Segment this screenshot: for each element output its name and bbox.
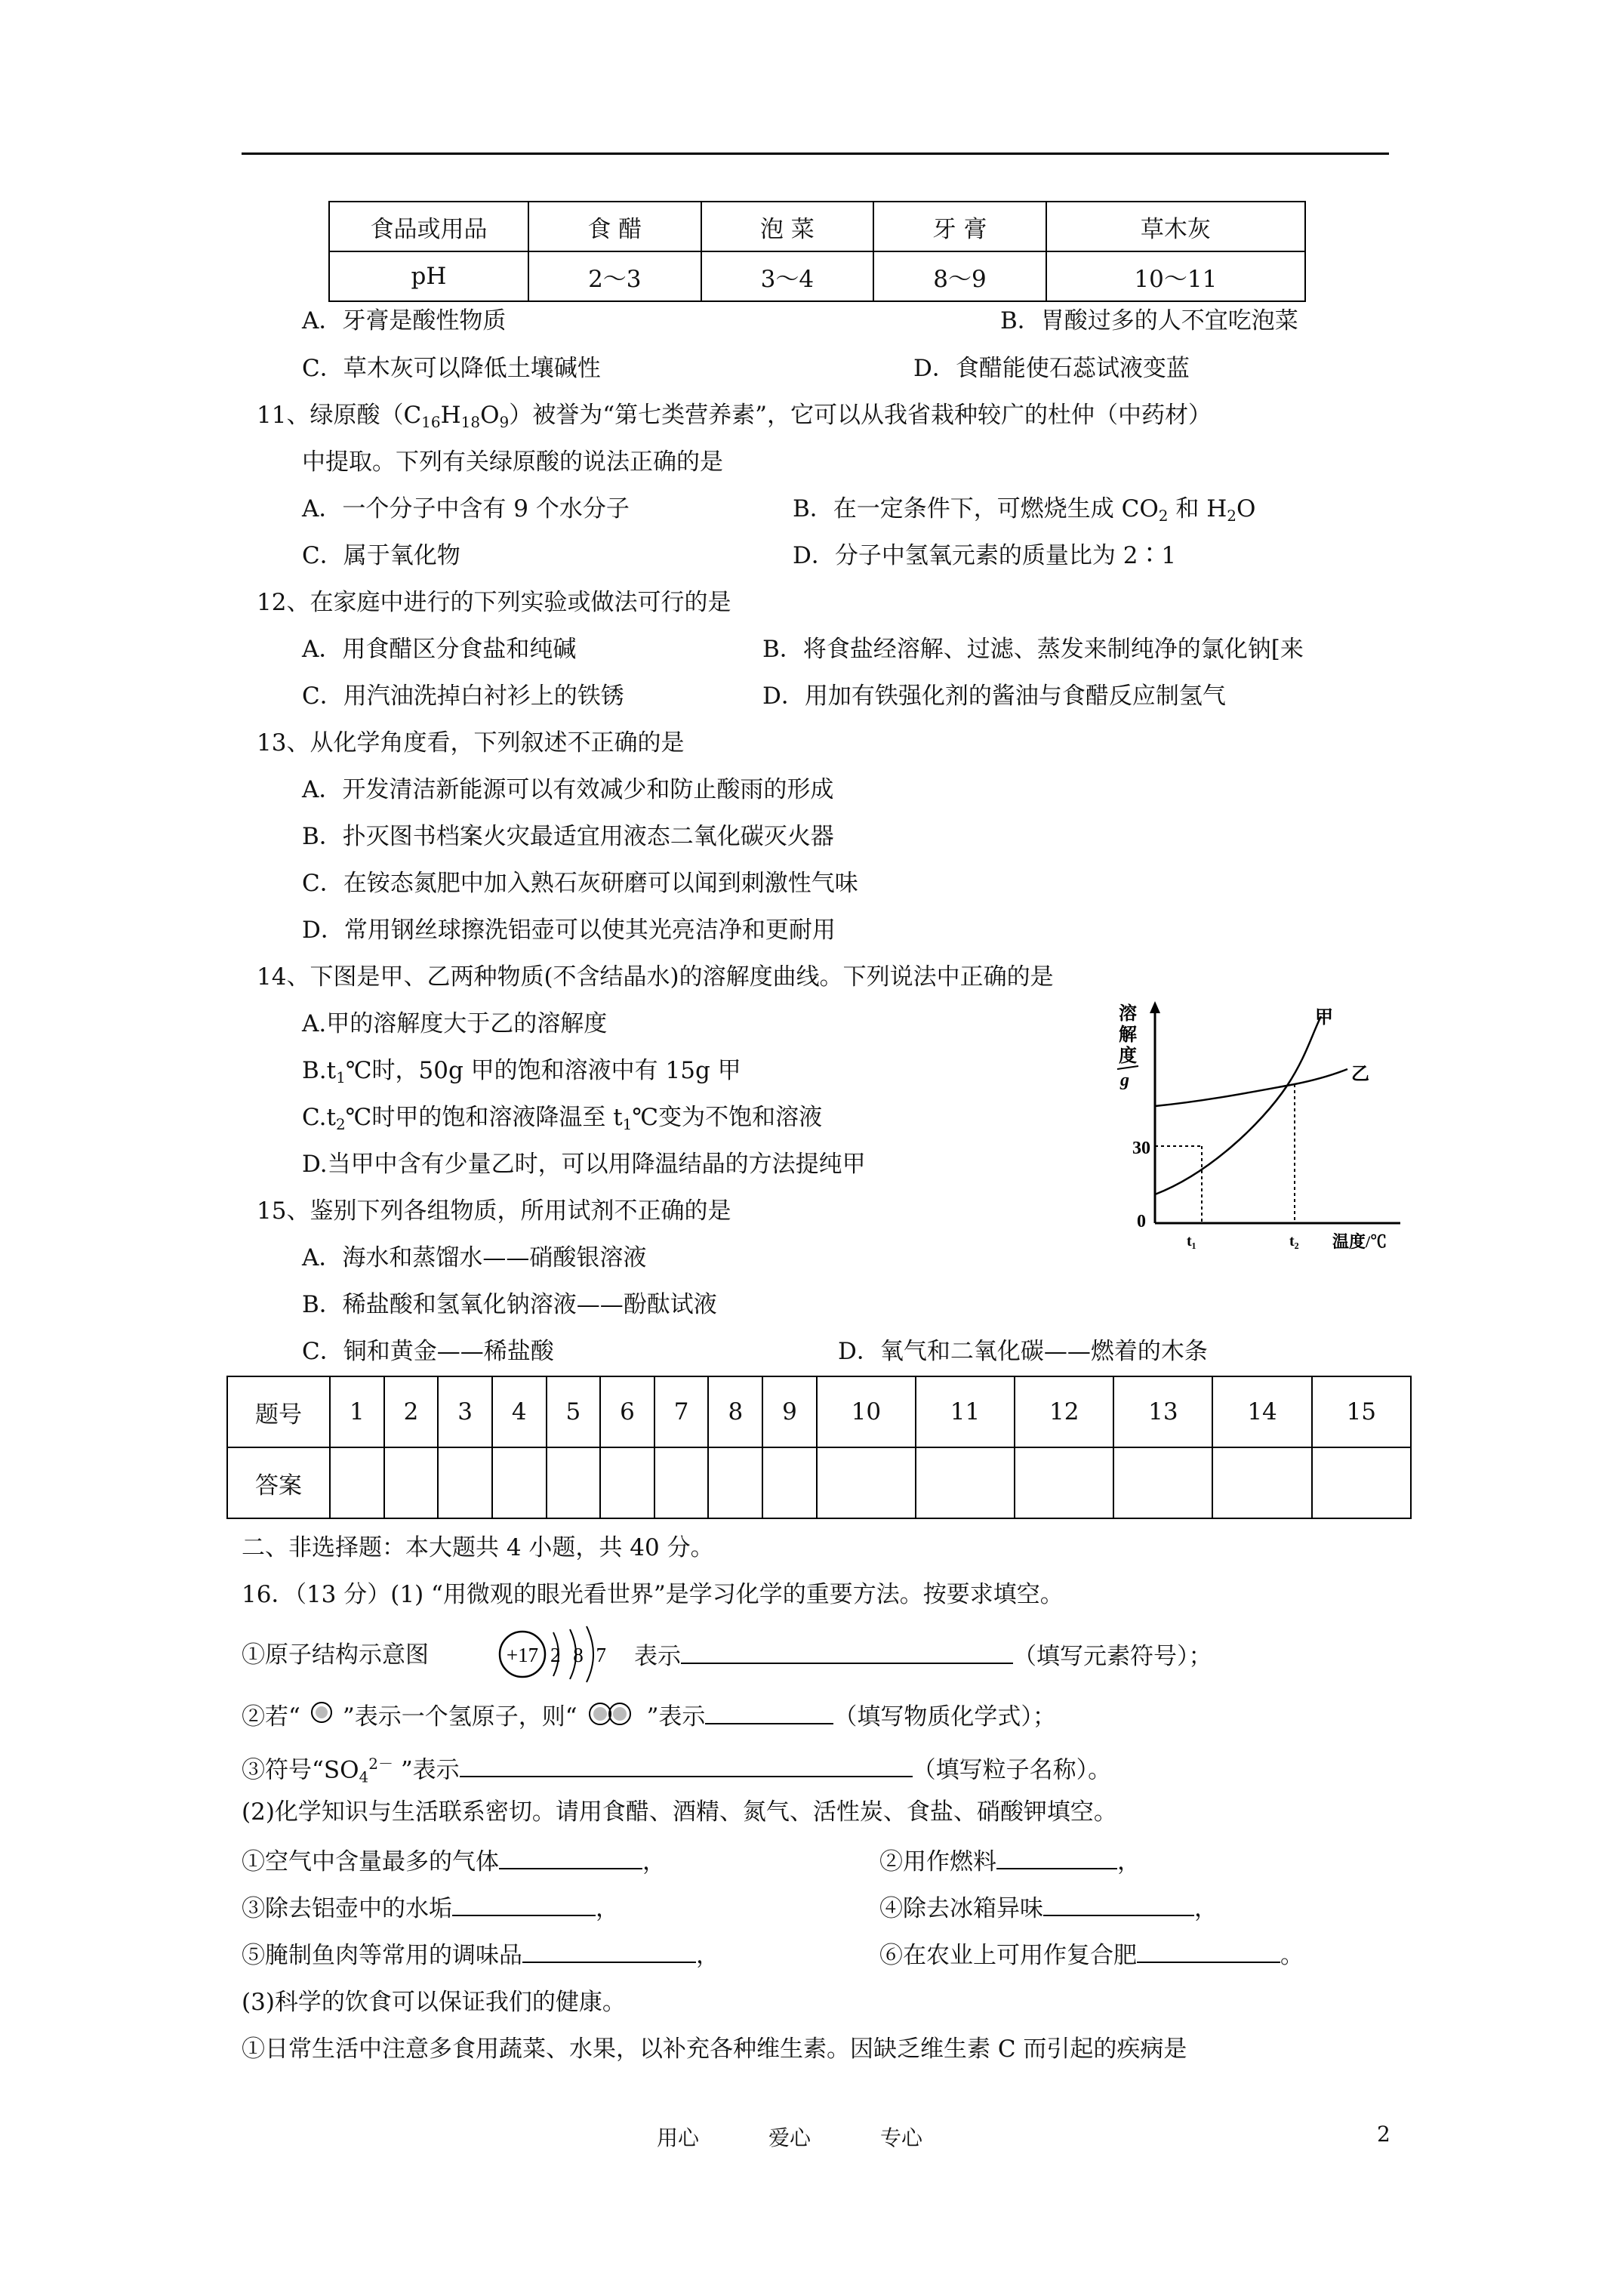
text: ℃变为不饱和溶液 xyxy=(632,1104,823,1131)
answer-blank[interactable] xyxy=(705,1700,833,1724)
answer-cell[interactable] xyxy=(492,1447,547,1518)
table-cell: 牙 膏 xyxy=(873,202,1046,251)
text: ②若“ xyxy=(242,1703,300,1730)
text: B．在一定条件下，可燃烧生成 CO xyxy=(793,495,1159,522)
subscript: 4 xyxy=(359,1767,369,1786)
y-tick-label: 30 xyxy=(1132,1139,1150,1158)
question-number: 2 xyxy=(384,1376,439,1447)
electron-counts: 2 8 7 xyxy=(550,1644,610,1666)
row-header: 答案 xyxy=(227,1447,330,1518)
question-number: 13 xyxy=(1113,1376,1212,1447)
text: （填写粒子名称）。 xyxy=(912,1756,1112,1784)
text: ④除去冰箱异味 xyxy=(879,1895,1043,1922)
solubility-chart xyxy=(1102,997,1419,1257)
text: ℃时，50g 甲的饱和溶液中有 15g 甲 xyxy=(345,1057,741,1084)
text: 表示 xyxy=(634,1643,681,1670)
y-label-char: 溶 xyxy=(1119,1004,1137,1024)
hydrogen-atom-icon xyxy=(300,1702,343,1727)
text: （填写物质化学式）； xyxy=(833,1703,1056,1730)
answer-cell[interactable] xyxy=(1015,1447,1113,1518)
answer-cell[interactable] xyxy=(1113,1447,1212,1518)
text: 。 xyxy=(1280,1942,1304,1969)
q12-option-b: B．将食盐经溶解、过滤、蒸发来制纯净的氯化钠[来 xyxy=(762,636,1304,663)
page-number: 2 xyxy=(1377,2122,1390,2147)
question-number: 14 xyxy=(1212,1376,1311,1447)
q13-option-d: D．常用钢丝球擦洗铝壶可以使其光亮洁净和更耐用 xyxy=(302,917,836,944)
q15-option-c: C．铜和黄金——稀盐酸 xyxy=(302,1338,554,1365)
q14-option-a: A.甲的溶解度大于乙的溶解度 xyxy=(302,1010,608,1037)
text: O xyxy=(480,402,500,429)
answer-cell[interactable] xyxy=(600,1447,654,1518)
q12-option-d: D．用加有铁强化剂的酱油与食醋反应制氢气 xyxy=(762,683,1226,710)
question-number: 15 xyxy=(1312,1376,1411,1447)
table-cell: 食 醋 xyxy=(528,202,701,251)
text: O xyxy=(1236,495,1256,522)
subscript: 2 xyxy=(335,1115,346,1133)
q16-item-2 xyxy=(879,1845,1141,1877)
text: ， xyxy=(596,1895,619,1922)
q12-stem: 12、在家庭中进行的下列实验或做法可行的是 xyxy=(257,589,731,616)
ph-table xyxy=(328,201,1306,302)
q14-option-d: D.当甲中含有少量乙时，可以用降温结晶的方法提纯甲 xyxy=(302,1151,866,1178)
question-number: 7 xyxy=(654,1376,709,1447)
q11-stem-cont: 中提取。下列有关绿原酸的说法正确的是 xyxy=(302,448,723,476)
answer-blank[interactable] xyxy=(452,1892,596,1916)
text: ①空气中含量最多的气体 xyxy=(242,1848,499,1875)
superscript: 2－ xyxy=(368,1755,393,1773)
answer-cell[interactable] xyxy=(330,1447,384,1518)
text: ， xyxy=(642,1848,666,1875)
q10-option-d: D．食醋能使石蕊试液变蓝 xyxy=(913,355,1190,382)
subscript: 2 xyxy=(1158,507,1169,525)
text: ③符号“SO xyxy=(242,1756,359,1784)
q16-item-4 xyxy=(879,1892,1218,1924)
text: H xyxy=(440,402,461,429)
section-heading: 二、非选择题：本大题共 4 小题，共 40 分。 xyxy=(242,1534,714,1561)
subscript: 1 xyxy=(336,1068,346,1086)
text: ⑤腌制鱼肉等常用的调味品 xyxy=(242,1942,522,1969)
text: （填写元素符号）； xyxy=(1013,1643,1212,1670)
answer-cell[interactable] xyxy=(547,1447,601,1518)
q13-option-a: A．开发清洁新能源可以有效减少和防止酸雨的形成 xyxy=(302,776,834,803)
answer-table xyxy=(226,1376,1412,1519)
q10-option-c: C．草木灰可以降低土壤碱性 xyxy=(302,355,601,382)
y-label-char: 解 xyxy=(1119,1025,1137,1045)
answer-cell[interactable] xyxy=(708,1447,762,1518)
text: ”表示一个氢原子，则“ xyxy=(342,1703,577,1730)
q16-line-3 xyxy=(242,1749,1111,1792)
footer-text: 用心 xyxy=(657,2125,700,2150)
series-jia-curve xyxy=(1155,1016,1321,1194)
question-number: 6 xyxy=(600,1376,654,1447)
question-number: 3 xyxy=(438,1376,492,1447)
text: 和 H xyxy=(1168,495,1227,522)
q14-option-c xyxy=(302,1102,822,1139)
text: ③除去铝壶中的水垢 xyxy=(242,1895,452,1922)
table-cell: 10～11 xyxy=(1046,251,1305,301)
answer-cell[interactable] xyxy=(654,1447,709,1518)
answer-blank[interactable] xyxy=(1043,1892,1194,1916)
subscript: 2 xyxy=(1227,507,1236,525)
x-axis-label: 温度/℃ xyxy=(1332,1232,1387,1251)
header-rule xyxy=(242,153,1389,155)
answer-blank[interactable] xyxy=(681,1640,1013,1664)
q14-option-b xyxy=(302,1056,741,1093)
y-label-char: 度 xyxy=(1119,1046,1137,1066)
answer-cell[interactable] xyxy=(762,1447,817,1518)
q12-option-a: A．用食醋区分食盐和纯碱 xyxy=(302,636,577,663)
answer-blank[interactable] xyxy=(460,1753,913,1777)
q15-option-b: B．稀盐酸和氢氧化钠溶液——酚酞试液 xyxy=(302,1291,717,1318)
q11-option-a: A．一个分子中含有 9 个水分子 xyxy=(302,495,630,522)
q16-item-6 xyxy=(879,1939,1304,1971)
q15-stem: 15、鉴别下列各组物质，所用试剂不正确的是 xyxy=(257,1197,731,1225)
series-yi-curve xyxy=(1155,1069,1347,1106)
q10-option-b: B．胃酸过多的人不宜吃泡菜 xyxy=(1000,307,1298,334)
q11-option-b xyxy=(793,494,1255,531)
table-row xyxy=(227,1447,1411,1518)
q16-intro: 16．（13 分）(1) “用微观的眼光看世界”是学习化学的重要方法。按要求填空。 xyxy=(242,1581,1064,1608)
text: C.t xyxy=(302,1104,336,1131)
text: ①原子结构示意图 xyxy=(242,1641,429,1669)
atom-structure-diagram xyxy=(494,1623,615,1685)
question-number: 10 xyxy=(817,1376,916,1447)
q16-part3-item-1: ①日常生活中注意多食用蔬菜、水果，以补充各种维生素。因缺乏维生素 C 而引起的疾病是 xyxy=(242,2036,1187,2063)
text: B.t xyxy=(302,1057,337,1084)
table-cell: 泡 菜 xyxy=(701,202,874,251)
question-number: 1 xyxy=(330,1376,384,1447)
question-number: 9 xyxy=(762,1376,817,1447)
footer-text: 专心 xyxy=(880,2125,923,2150)
subscript: 9 xyxy=(499,413,510,431)
hydrogen-molecule-icon xyxy=(577,1702,647,1727)
q10-option-a: A．牙膏是酸性物质 xyxy=(302,307,507,334)
row-header: 题号 xyxy=(227,1376,330,1447)
q16-item-1 xyxy=(242,1845,666,1877)
table-row xyxy=(329,251,1305,301)
table-cell: 草木灰 xyxy=(1046,202,1305,251)
q11-stem xyxy=(257,400,1212,437)
subscript: 1 xyxy=(622,1115,633,1133)
text: ， xyxy=(696,1942,719,1969)
answer-blank[interactable] xyxy=(522,1939,696,1963)
question-number: 12 xyxy=(1015,1376,1113,1447)
unit-slash xyxy=(1117,1066,1138,1069)
nucleus-charge: +17 xyxy=(506,1644,539,1666)
q16-line-1b xyxy=(634,1640,1212,1672)
q12-option-c: C．用汽油洗掉白衬衫上的铁锈 xyxy=(302,683,624,710)
text: ②用作燃料 xyxy=(879,1848,996,1875)
q14-stem: 14、下图是甲、乙两种物质(不含结晶水)的溶解度曲线。下列说法中正确的是 xyxy=(257,963,1054,991)
text: 11、绿原酸（C xyxy=(257,402,422,429)
q16-part2-intro: (2)化学知识与生活联系密切。请用食醋、酒精、氮气、活性炭、食盐、硝酸钾填空。 xyxy=(242,1798,1117,1826)
series-label-jia: 甲 xyxy=(1315,1008,1333,1028)
answer-cell[interactable] xyxy=(1212,1447,1311,1518)
question-number: 4 xyxy=(492,1376,547,1447)
text: ⑥在农业上可用作复合肥 xyxy=(879,1942,1137,1969)
answer-cell[interactable] xyxy=(438,1447,492,1518)
question-number: 11 xyxy=(916,1376,1015,1447)
footer-text: 爱心 xyxy=(768,2125,812,2150)
q16-item-3 xyxy=(242,1892,619,1924)
x-tick-label: t₁ xyxy=(1187,1233,1196,1250)
q13-stem: 13、从化学角度看，下列叙述不正确的是 xyxy=(257,729,685,757)
q16-line-2 xyxy=(242,1700,1056,1732)
q16-part3-intro: (3)科学的饮食可以保证我们的健康。 xyxy=(242,1989,626,2016)
q15-option-d: D．氧气和二氧化碳——燃着的木条 xyxy=(838,1338,1208,1365)
answer-blank[interactable] xyxy=(499,1845,642,1869)
table-cell: 2～3 xyxy=(528,251,701,301)
question-number: 8 xyxy=(708,1376,762,1447)
y-label-unit: g xyxy=(1120,1071,1129,1090)
x-tick-label: t₂ xyxy=(1289,1233,1299,1250)
table-row xyxy=(227,1376,1411,1447)
q11-option-c: C．属于氧化物 xyxy=(302,542,460,569)
table-cell: 8～9 xyxy=(873,251,1046,301)
text: ， xyxy=(1194,1895,1218,1922)
question-number: 5 xyxy=(547,1376,601,1447)
answer-blank[interactable] xyxy=(1137,1939,1280,1963)
q16-line-1 xyxy=(242,1640,429,1670)
q16-item-5 xyxy=(242,1939,719,1971)
text: ℃时甲的饱和溶液降温至 t xyxy=(345,1104,623,1131)
text: ）被誉为“第七类营养素”，它可以从我省栽种较广的杜仲（中药材） xyxy=(509,402,1212,429)
q13-option-b: B．扑灭图书档案火灾最适宜用液态二氧化碳灭火器 xyxy=(302,823,834,850)
q11-option-d: D．分子中氢氧元素的质量比为 2∶1 xyxy=(793,542,1177,569)
table-row xyxy=(329,202,1305,251)
answer-cell[interactable] xyxy=(817,1447,916,1518)
q15-option-a: A．海水和蒸馏水——硝酸银溶液 xyxy=(302,1244,647,1271)
answer-cell[interactable] xyxy=(916,1447,1015,1518)
text: ”表示 xyxy=(393,1756,460,1784)
q13-option-c: C．在铵态氮肥中加入熟石灰研磨可以闻到刺激性气味 xyxy=(302,870,858,897)
table-cell: 食品或用品 xyxy=(329,202,528,251)
y-axis-arrow xyxy=(1150,1001,1160,1013)
table-cell: pH xyxy=(329,251,528,301)
subscript: 18 xyxy=(460,413,481,431)
answer-blank[interactable] xyxy=(996,1845,1117,1869)
text: ”表示 xyxy=(646,1703,706,1730)
origin-label: 0 xyxy=(1137,1212,1146,1231)
answer-cell[interactable] xyxy=(1312,1447,1411,1518)
table-cell: 3～4 xyxy=(701,251,874,301)
subscript: 16 xyxy=(421,413,441,431)
answer-cell[interactable] xyxy=(384,1447,439,1518)
text: ， xyxy=(1117,1848,1141,1875)
series-label-yi: 乙 xyxy=(1351,1065,1369,1084)
